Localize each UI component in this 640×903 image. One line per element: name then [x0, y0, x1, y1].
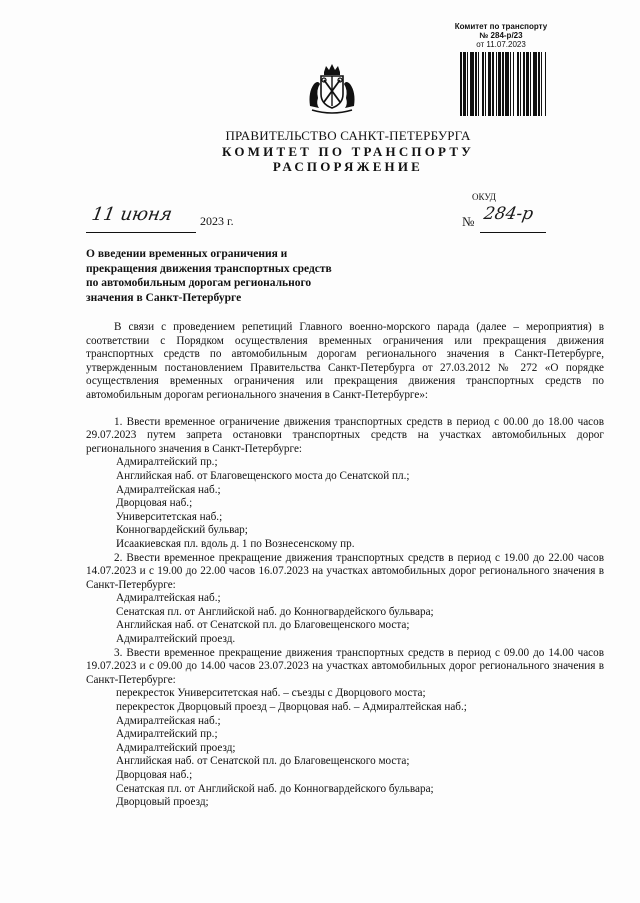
okud-label: ОКУД: [472, 192, 496, 202]
list-item: Адмиралтейский проезд;: [116, 741, 236, 754]
date-handwritten: 11 июня: [90, 204, 174, 225]
barcode-bar: [482, 52, 484, 116]
barcode-bar: [467, 52, 468, 116]
list-item: Дворцовая наб.;: [116, 769, 193, 781]
document-title: О введении временных ограничения и прекращения движения транспортных средств по автомобильным дорогам регионального значения в Санкт-Петербурге: [86, 248, 332, 304]
list-item: перекресток Университетская наб. – съезды с Дворцового моста;: [116, 687, 426, 700]
barcode-bar: [520, 52, 521, 116]
barcode-bar: [533, 52, 537, 116]
barcode-bar: [530, 52, 531, 116]
list-item: Адмиралтейский пр.;: [116, 456, 218, 469]
barcode-bar: [517, 52, 519, 116]
list-item: Исаакиевская пл. вдоль д. 1 по Вознесенскому пр.: [116, 537, 355, 550]
list-item: Английская наб. от Благовещенского моста до Сенатской пл.;: [116, 469, 410, 482]
barcode-bar: [496, 52, 497, 116]
paragraph-2-list: [86, 592, 604, 646]
barcode-bar: [513, 52, 514, 116]
barcode-bar: [498, 52, 501, 116]
list-item: Сенатская пл. от Английской наб. до Конногвардейского бульвара;: [116, 782, 434, 795]
coat-of-arms-icon: [304, 62, 360, 118]
barcode-bar: [510, 52, 511, 116]
barcode-bar: [505, 52, 509, 116]
list-item: Адмиралтейская наб.;: [116, 483, 221, 496]
government-name: ПРАВИТЕЛЬСТВО САНКТ-ПЕТЕРБУРГА: [225, 128, 471, 143]
paragraph-3: 3. Ввести временное прекращение движения транспортных средств в период с 09.00 до 14.00 часов 19.07.2023 и с 09.00 до 14.00 часов 23.07.2023 на участках автомобильных дорог регионального значения в Санкт-Петербурге:: [86, 646, 604, 686]
barcode-bar: [538, 52, 540, 116]
barcode-bar: [541, 52, 542, 116]
list-item: Адмиралтейский проезд.: [116, 633, 236, 646]
list-item: перекресток Дворцовый проезд – Дворцовая наб. – Адмиралтейская наб.;: [116, 701, 467, 714]
number-sign: №: [462, 214, 475, 229]
registration-stamp: [454, 22, 548, 49]
barcode-bar: [545, 52, 546, 116]
stamp-line-1: Комитет по транспорту: [454, 22, 548, 31]
list-item: Адмиралтейская наб.;: [116, 714, 221, 727]
barcode-bar: [485, 52, 486, 116]
paragraph-1-list: [86, 456, 604, 551]
barcode-bar: [492, 52, 494, 116]
list-item: Конногвардейский бульвар;: [116, 524, 248, 537]
number-handwritten: 284-р: [482, 204, 535, 224]
list-item: Адмиралтейский пр.;: [116, 728, 218, 741]
list-item: Дворцовая наб.;: [116, 497, 193, 510]
stamp-line-2: № 284-р/23: [479, 31, 523, 40]
barcode-bar: [460, 52, 462, 116]
barcode-bar: [463, 52, 466, 116]
paragraph-3-list: [86, 687, 604, 809]
stamp-line-3: от 11.07.2023: [476, 40, 526, 49]
list-item: Дворцовый проезд;: [116, 796, 209, 809]
document-type: РАСПОРЯЖЕНИЕ: [272, 159, 424, 174]
barcode-bar: [475, 52, 477, 116]
barcode-bar: [478, 52, 479, 116]
intro-paragraph: В связи с проведением репетиций Главного военно-морского парада (далее – мероприятия) в соответствии с Порядком осуществления временных ограничения или прекращения движения транспортных средств по автомобильным дорогам регионального значения в Санкт-Петербурге, утвержденным постановлением Правительства Санкт-Петербурга от 27.03.2012 № 272 «О порядке осуществления временных ограничения или прекращения движения транспортных средств по автомобильным дорогам регионального значения в Санкт-Петербурге»:: [86, 321, 604, 401]
list-item: Английская наб. от Сенатской пл. до Благовещенского моста;: [116, 755, 410, 768]
list-item: Английская наб. от Сенатской пл. до Благовещенского моста;: [116, 619, 410, 632]
date-year: 2023 г.: [200, 214, 234, 228]
barcode-bar: [526, 52, 529, 116]
barcode: [460, 52, 546, 116]
list-item: Адмиралтейская наб.;: [116, 592, 221, 605]
barcode-bar: [523, 52, 525, 116]
barcode-bar: [470, 52, 474, 116]
paragraph-1: 1. Ввести временное ограничение движения транспортных средств в период с 00.00 до 18.00 часов 29.07.2023 путем запрета остановки транспортных средств на участках автомобильных дорог регионального значения в Санкт-Петербурге:: [86, 415, 604, 455]
barcode-bar: [502, 52, 504, 116]
document-body: [86, 321, 604, 810]
barcode-bar: [488, 52, 491, 116]
list-item: Университетская наб.;: [116, 510, 223, 523]
document-header: [0, 128, 640, 174]
paragraph-2: 2. Ввести временное прекращение движения транспортных средств в период с 19.00 до 22.00 часов 14.07.2023 и с 19.00 до 22.00 часов 16.07.2023 на участках автомобильных дорог регионального значения в Санкт-Петербурге:: [86, 551, 604, 591]
list-item: Сенатская пл. от Английской наб. до Конногвардейского бульвара;: [116, 605, 434, 618]
committee-name: КОМИТЕТ ПО ТРАНСПОРТУ: [222, 144, 474, 159]
